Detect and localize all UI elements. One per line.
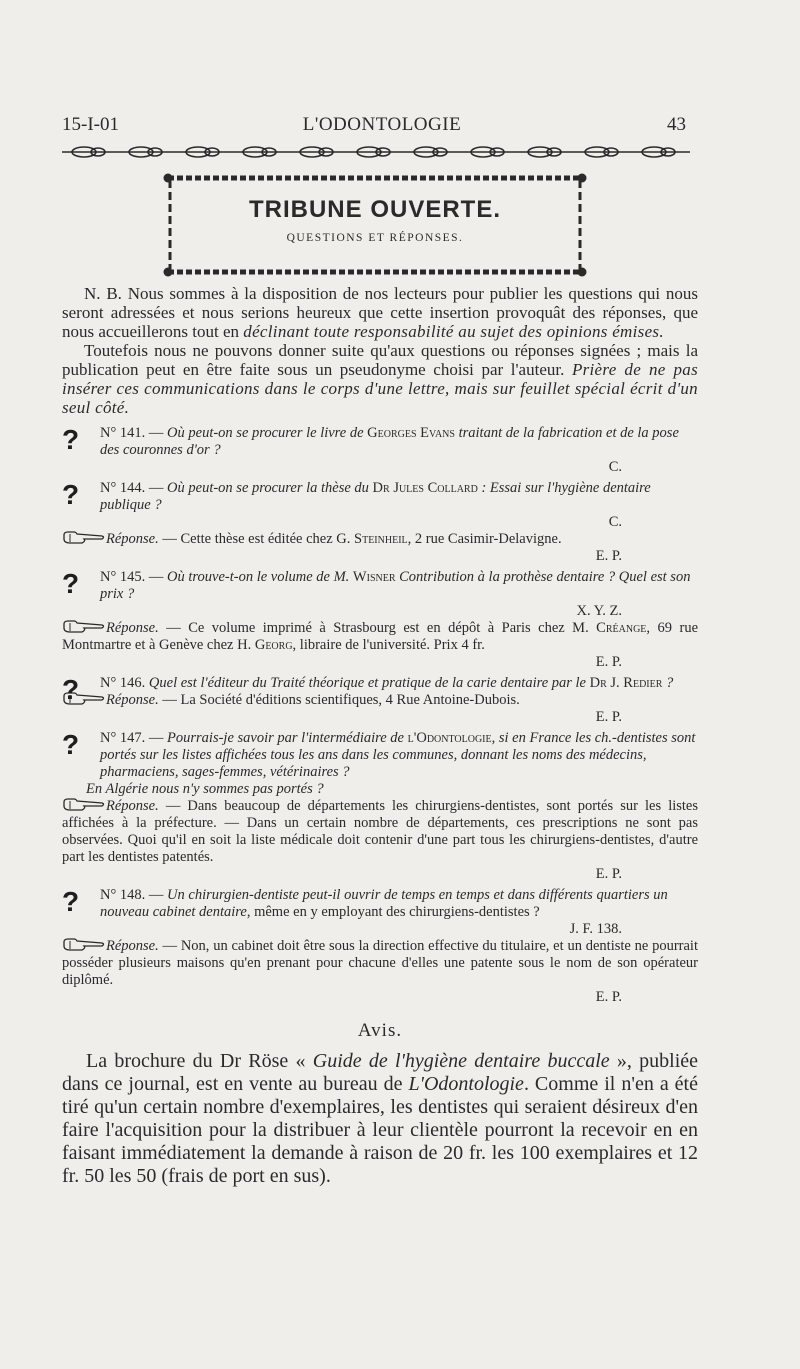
section-title-box <box>160 170 590 280</box>
decorative-frame <box>160 170 590 280</box>
answer-144: Réponse. — Cette thèse est éditée chez G. Steinheil, 2 rue Casimir-Delavigne. E. P. <box>62 531 698 565</box>
question-147: ? N° 147. — Pourrais-je savoir par l'intermédiaire de l'Odontologie, si en France les ch.-dentistes sont portés sur les listes affichées tous les ans dans les communes, donnant les noms des médecins, pharmaciens, sages-femmes, vétérinaires ? <box>62 729 696 780</box>
article-body <box>62 284 698 1188</box>
question-145: ? N° 145. — Où trouve-t-on le volume de M. Wisner Contribution à la prothèse dentaire ? Quel est son prix ? X. Y. Z. <box>62 569 698 620</box>
question-148: ? N° 148. — Un chirurgien-dentiste peut-il ouvrir de temps en temps et dans différents quartiers un nouveau cabinet dentaire, même en y employant des chirurgiens-dentistes ? J. F. 138. <box>62 887 698 938</box>
pointing-hand-icon <box>62 798 106 812</box>
question-mark-icon: ? <box>62 886 80 917</box>
answer-signature: E. P. <box>595 866 622 882</box>
intro-paragraph-1: N. B. Nous sommes à la disposition de nos lecteurs pour publier les questions qui nous seront adressées et nous serions heureux que cette insertion provoquât des réponses, que nous accueillerons tout en déclinant toute responsabilité au sujet des opinions émises. <box>62 284 698 341</box>
question-mark-icon: ? <box>62 674 80 705</box>
question-signature: J. F. 138. <box>569 921 622 937</box>
question-147-extra: En Algérie nous n'y sommes pas portés ? <box>86 781 324 797</box>
pointing-hand-icon <box>62 938 106 952</box>
answer-signature: E. P. <box>595 709 622 725</box>
issue-date: 15-I-01 <box>62 114 119 135</box>
question-mark-icon: ? <box>62 729 80 760</box>
answer-signature: E. P. <box>595 548 622 564</box>
question-signature: C. <box>608 514 622 530</box>
question-141: ? N° 141. — Où peut-on se procurer le livre de Georges Evans traitant de la fabrication et de la pose des couronnes d'or ? C. <box>62 425 698 476</box>
answer-147: Réponse. — Dans beaucoup de départements les chirurgiens-dentistes, sont portés sur les listes affichées à la préfecture. — Dans un certain nombre de départements, ces prescriptions ne sont pas observées. Quoi qu'il en soit la liste médicale doit contenir d'une part tous les chirurgiens-dentistes, d'autre part les dentistes patentés. E. P. <box>62 798 698 882</box>
answer-signature: E. P. <box>595 989 622 1005</box>
question-signature: X. Y. Z. <box>576 603 622 619</box>
question-144: ? N° 144. — Où peut-on se procurer la thèse du Dr Jules Collard : Essai sur l'hygiène dentaire publique ? C. <box>62 480 698 531</box>
question-mark-icon: ? <box>62 479 80 510</box>
answer-146: Réponse. — La Société d'éditions scientifiques, 4 Rue Antoine-Dubois. E. P. <box>62 692 698 726</box>
running-header <box>62 114 702 138</box>
section-subtitle: QUESTIONS ET RÉPONSES. <box>286 232 464 244</box>
pointing-hand-icon <box>62 620 106 634</box>
question-mark-icon: ? <box>62 424 80 455</box>
answer-148: Réponse. — Non, un cabinet doit être sous la direction effective du titulaire, et un dentiste ne pourrait posséder plusieurs maisons qu'en prenant pour chacune d'elles une patente sous le nom de son opérateur diplômé. E. P. <box>62 938 698 1005</box>
journal-title: L'ODONTOLOGIE <box>302 114 462 135</box>
answer-signature: E. P. <box>595 654 622 670</box>
question-signature: C. <box>608 459 622 475</box>
pointing-hand-icon <box>62 531 106 545</box>
question-mark-icon: ? <box>62 568 80 599</box>
answer-145: Réponse. — Ce volume imprimé à Strasbourg est en dépôt à Paris chez M. Créange, 69 rue Montmartre et à Genève chez H. Georg, libraire de l'université. Prix 4 fr. E. P. <box>62 620 698 670</box>
notice-title: Avis. <box>357 1020 403 1041</box>
intro-paragraph-2: Toutefois nous ne pouvons donner suite qu'aux questions ou réponses signées ; mais la publication peut en être faite sous un pseudonyme choisi par l'auteur. Prière de ne pas insérer ces communications dans le corps d'une lettre, mais sur feuillet spécial écrit d'un seul côté. <box>62 341 698 417</box>
section-title: TRIBUNE OUVERTE. <box>248 196 501 223</box>
page-number: 43 <box>667 114 686 135</box>
question-146: ? N° 146. Quel est l'éditeur du Traité théorique et pratique de la carie dentaire par le Dr J. Redier ? <box>62 674 674 705</box>
ornamental-rule <box>62 145 690 159</box>
notice-paragraph: La brochure du Dr Röse « Guide de l'hygiène dentaire buccale », publiée dans ce journal, est en vente au bureau de L'Odontologie. Comme il n'en a été tiré qu'un certain nombre d'exemplaires, les dentistes qui seraient désireux d'en faire l'acquisition pour la distribuer à leur clientèle pourront la recevoir en en faisant immédiatement la demande à raison de 20 fr. les 100 exemplaires et 12 fr. 50 les 50 (frais de port en sus). <box>62 1050 699 1187</box>
